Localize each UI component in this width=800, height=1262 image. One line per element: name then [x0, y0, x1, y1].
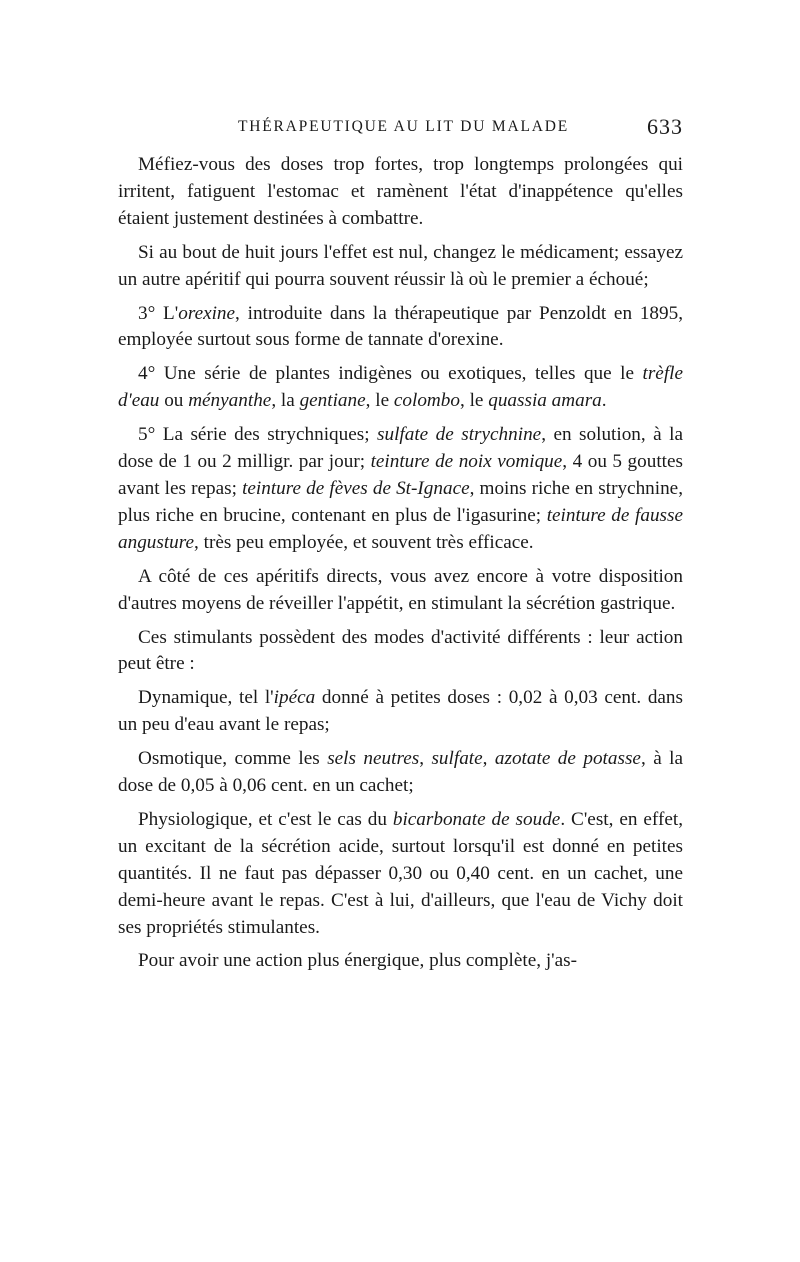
paragraph: [118, 152, 683, 233]
paragraph: [118, 240, 683, 294]
italic-term: sels neutres: [327, 748, 420, 770]
italic-term: sulfate: [431, 748, 483, 770]
italic-term: sulfate de strychnine: [377, 424, 542, 446]
text-run: A côté de ces apéritifs directs, vous avez encore à votre disposition d'autres moyens de réveiller l'appétit, en stimulant la sécrétion gastrique.: [118, 565, 683, 614]
paragraph: [118, 685, 683, 739]
paragraph: [118, 948, 683, 975]
paragraph: [118, 564, 683, 618]
italic-term: quassia amara: [488, 390, 602, 412]
running-header: [118, 114, 683, 144]
italic-term: azotate de potasse: [494, 748, 641, 770]
italic-term: ményanthe: [188, 390, 272, 412]
text-run: , en solution, à la dose de 1 ou 2 milligr. par jour;: [118, 424, 684, 473]
text-run: , très peu employée, et souvent très efficace.: [194, 531, 534, 553]
text-run: ou: [159, 390, 189, 412]
text-run: , 4 ou 5 gouttes avant les repas;: [118, 451, 683, 499]
italic-term: teinture de noix vomique: [370, 451, 563, 473]
text-run: Osmotique, comme les: [138, 748, 328, 770]
text-run: 4° Une série de plantes indigènes ou exotiques, telles que le: [138, 363, 643, 385]
text-run: ,: [419, 748, 432, 770]
text-run: Si au bout de huit jours l'effet est nul, changez le médicament; essayez un autre apéritif qui pourra souvent réussir là où le premier a échoué;: [118, 241, 683, 290]
text-run: , le: [365, 390, 394, 412]
text-run: 5° La série des strychniques;: [138, 424, 378, 446]
text-run: 3° L': [138, 302, 179, 324]
italic-term: bicarbonate de soude: [392, 808, 561, 830]
italic-term: ipéca: [273, 687, 316, 709]
text-run: donné à petites doses : 0,02 à 0,03 cent. dans un peu d'eau avant le repas;: [118, 687, 683, 736]
paragraph: [118, 361, 683, 415]
text-run: Méfiez-vous des doses trop fortes, trop longtemps prolongées qui irritent, fatiguent l'estomac et ramènent l'état d'inappétence qu'elles étaient justement destinées à combattre.: [118, 154, 683, 229]
text-run: . C'est, en effet, un excitant de la sécrétion acide, surtout lorsqu'il est donné en petites quantités. Il ne faut pas dépasser 0,30 ou 0,40 cent. en un cachet, une demi-heure avant le repas. C'est à lui, d'ailleurs, que l'eau de Vichy doit ses propriétés stimulantes.: [118, 808, 683, 938]
paragraph: [118, 746, 683, 800]
text-run: .: [601, 390, 607, 412]
body-text: [118, 152, 683, 975]
text-run: Dynamique, tel l': [138, 687, 274, 709]
paragraph: [118, 422, 683, 557]
italic-term: orexine: [178, 302, 236, 324]
text-run: , moins riche en strychnine, plus riche en brucine, contenant en plus de l'igasurine;: [118, 477, 683, 526]
text-run: Ces stimulants possèdent des modes d'activité différents : leur action peut être :: [118, 626, 683, 675]
italic-term: teinture de fausse angusture: [118, 504, 683, 553]
italic-term: colombo: [393, 390, 460, 412]
text-run: Pour avoir une action plus énergique, plus complète, j'as-: [138, 950, 577, 972]
text-run: , la: [271, 390, 300, 412]
paragraph: [118, 625, 683, 679]
text-run: ,: [482, 748, 495, 770]
text-run: Physiologique, et c'est le cas du: [138, 808, 393, 830]
italic-term: trèfle d'eau: [118, 363, 683, 412]
paragraph: [118, 301, 683, 355]
paragraph: [118, 807, 683, 942]
text-run: , introduite dans la thérapeutique par Penzoldt en 1895, employée surtout sous forme de tannate d'orexine.: [118, 302, 683, 351]
running-title: THÉRAPEUTIQUE AU LIT DU MALADE: [238, 118, 569, 135]
text-run: , le: [459, 390, 489, 412]
italic-term: teinture de fèves de St-Ignace: [242, 477, 470, 499]
italic-term: gentiane: [299, 390, 366, 412]
page-number: 633: [647, 114, 683, 139]
text-run: , à la dose de 0,05 à 0,06 cent. en un cachet;: [118, 748, 684, 797]
